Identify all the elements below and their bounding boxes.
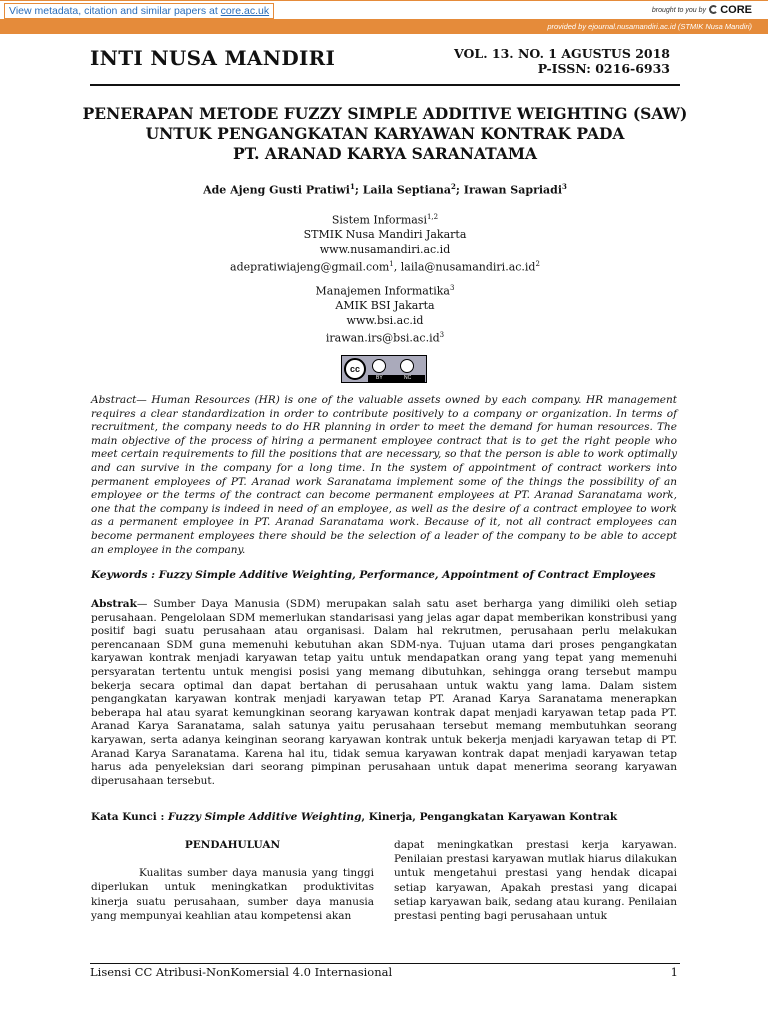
aff1-web[interactable]: www.nusamandiri.ac.id	[319, 242, 451, 256]
kw-id-italic: Fuzzy Simple Additive Weighting	[167, 811, 362, 823]
author-2-sup: 2	[451, 182, 456, 191]
keywords-indonesian	[91, 811, 677, 823]
aff1-email-2[interactable]: , laila@nusamandiri.ac.id	[393, 260, 536, 274]
aff1-dept-sup: 1,2	[426, 213, 439, 221]
provided-by-bar	[0, 20, 768, 34]
intro-paragraph-right: dapat meningkatkan prestasi kerja karyawan. Penilaian prestasi karyawan mutlak hiarus dilakukan untuk mengetahui prestasi yang hendak dicapai setiap karyawan, Apakah prestasi yang dicapai setiap karyawan baik, sedang atau kurang. Penilaian prestasi penting bagi perusahaan untuk	[394, 839, 677, 923]
aff1-email-1-sup: 1	[389, 260, 394, 269]
core-logo-text: CORE	[720, 4, 752, 16]
badge-strip	[368, 375, 425, 382]
header-rule	[90, 84, 680, 86]
title-line-3: PT. ARANAD KARYA SARANATAMA	[232, 144, 538, 163]
footer-license: Lisensi CC Atribusi-NonKomersial 4.0 Internasional	[90, 965, 393, 979]
aff1-email-2-sup: 2	[535, 260, 540, 269]
author-list	[60, 182, 710, 197]
journal-name: INTI NUSA MANDIRI	[90, 46, 336, 70]
page-number: 1	[670, 965, 678, 979]
brought-by-text: brought to you by	[651, 7, 706, 14]
core-link[interactable]: core.ac.uk	[220, 5, 270, 17]
section-heading: PENDAHULUAN	[184, 839, 281, 851]
core-logo[interactable]	[709, 4, 752, 16]
cc-icon: cc	[344, 358, 366, 380]
kw-id-rest: , Kinerja, Pengangkatan Karyawan Kontrak	[361, 811, 618, 823]
by-label: BY	[376, 375, 383, 381]
affiliation-1	[60, 210, 710, 275]
footer-rule	[90, 963, 680, 964]
aff1-inst: STMIK Nusa Mandiri Jakarta	[303, 228, 467, 242]
kw-id-label: Kata Kunci :	[91, 811, 168, 823]
aff2-web[interactable]: www.bsi.ac.id	[346, 313, 424, 327]
affiliation-2	[60, 281, 710, 346]
aff2-email[interactable]: irawan.irs@bsi.ac.id	[325, 331, 440, 345]
attribution-icon	[372, 359, 386, 373]
provided-by-text: provided by ejournal.nusamandiri.ac.id (STMIK Nusa Mandiri)	[547, 22, 752, 31]
keywords-english: Keywords : Fuzzy Simple Additive Weighting, Performance, Appointment of Contract Employees	[91, 569, 656, 581]
core-logo-icon	[709, 5, 718, 14]
volume-info	[454, 46, 670, 76]
core-banner	[0, 0, 768, 20]
volume-number: VOL. 13. NO. 1 AGUSTUS 2018	[454, 46, 670, 61]
abstract-indonesian	[91, 598, 677, 788]
metadata-link[interactable]	[4, 3, 274, 19]
author-3: ; Irawan Sapriadi	[455, 183, 563, 197]
aff2-inst: AMIK BSI Jakarta	[335, 299, 435, 313]
body-column-left	[91, 838, 374, 923]
author-1: Ade Ajeng Gusti Pratiwi	[203, 183, 350, 197]
issn: P-ISSN: 0216-6933	[537, 61, 670, 76]
aff2-dept-sup: 3	[449, 284, 455, 292]
abstract-english: Abstract— Human Resources (HR) is one of the valuable assets owned by each company. HR management requires a clear standardization in order to contribute positively to a company or organization. In terms of recruitment, the company needs to do HR planning in order to meet the demand for human resources. The main objective of the process of hiring a permanent employee contract that is to get the right people who meet certain requirements to fill the positions that are necessary, so that the person is able to work optimally and can survive in the company for a long time. In the system of appointment of contract workers into permanent employees of PT. Aranad work Saranatama implement some of the things the possibility of an employee or the terms of the contract can become permanent employees at PT. Aranad Saranatama work, one that the company is indeed in need of an employee, as well as the desire of a contract employee to work as a permanent employee in PT. Aranad Saranatama work. Because of it, not all contract employees can become permanent employees there should be the selection of a leader of the company to be able to accept an employee in the company.	[91, 394, 677, 556]
abstract-id-text: — Sumber Daya Manusia (SDM) merupakan salah satu aset berharga yang dimiliki oleh setiap perusahaan. Pengelolaan SDM memerlukan standarisasi yang jelas agar dapat memberikan konstribusi yang positif bagi suatu perusahaan atau organisasi. Dalam hal rekrutmen, perusahaan perlu melakukan perencanaan SDM guna memenuhi kebutuhan akan SDM-nya. Tujuan utama dari proses pengangkatan karyawan kontrak menjadi karyawan tetap yaitu untuk mendapatkan orang yang tepat yang memenuhi persyaratan tertentu untuk mengisi posisi yang memang dibutuhkan, sehingga orang tersebut mampu bekerja secara optimal dan dapat bertahan di perusahaan untuk waktu yang lama. Dalam sistem pengangkatan karyawan kontrak menjadi karyawan tetap PT. Aranad Karya Saranatama menerapkan beberapa hal atau syarat kemungkinan seorang karyawan kontrak dapat menjadi karyawan tetap pada PT. Aranad Karya Saranatama, salah satunya yaitu perusahaan tersebut memang membutuhkan seorang karyawan, serta adanya keinginan seorang karyawan kontrak untuk bekerja menjadi karyawan tetap di PT. Aranad Karya Saranatama. Karena hal itu, tidak semua karyawan kontrak dapat menjadi karyawan tetap harus ada penyeleksian dari seorang pimpinan perusahaan untuk dapat menerima seorang karyawan diperusahaan tersebut.	[91, 598, 677, 787]
body-column-right	[394, 838, 677, 923]
nc-label: NC	[404, 375, 412, 381]
author-2: ; Laila Septiana	[354, 183, 452, 197]
noncommercial-icon	[400, 359, 414, 373]
title-line-1: PENERAPAN METODE FUZZY SIMPLE ADDITIVE WEIGHTING (SAW)	[82, 104, 688, 123]
aff2-email-sup: 3	[439, 331, 445, 340]
metadata-text: View metadata, citation and similar papers at	[9, 5, 221, 17]
intro-paragraph-left: Kualitas sumber daya manusia yang tinggi diperlukan untuk meningkatkan produktivitas kinerja suatu perusahaan, sumber daya manusia yang mempunyai keahlian atau kompetensi akan	[91, 867, 374, 922]
aff1-dept: Sistem Informasi	[331, 213, 427, 227]
title-line-2: UNTUK PENGANGKATAN KARYAWAN KONTRAK PADA	[145, 124, 625, 143]
author-1-sup: 1	[349, 182, 355, 191]
aff2-dept: Manajemen Informatika	[315, 284, 450, 298]
paper-title	[60, 104, 710, 164]
cc-license-badge[interactable]	[341, 355, 427, 383]
author-3-sup: 3	[562, 182, 567, 191]
abstract-id-label: Abstrak	[91, 598, 137, 610]
aff1-email-1[interactable]: adepratiwiajeng@gmail.com	[230, 260, 390, 274]
